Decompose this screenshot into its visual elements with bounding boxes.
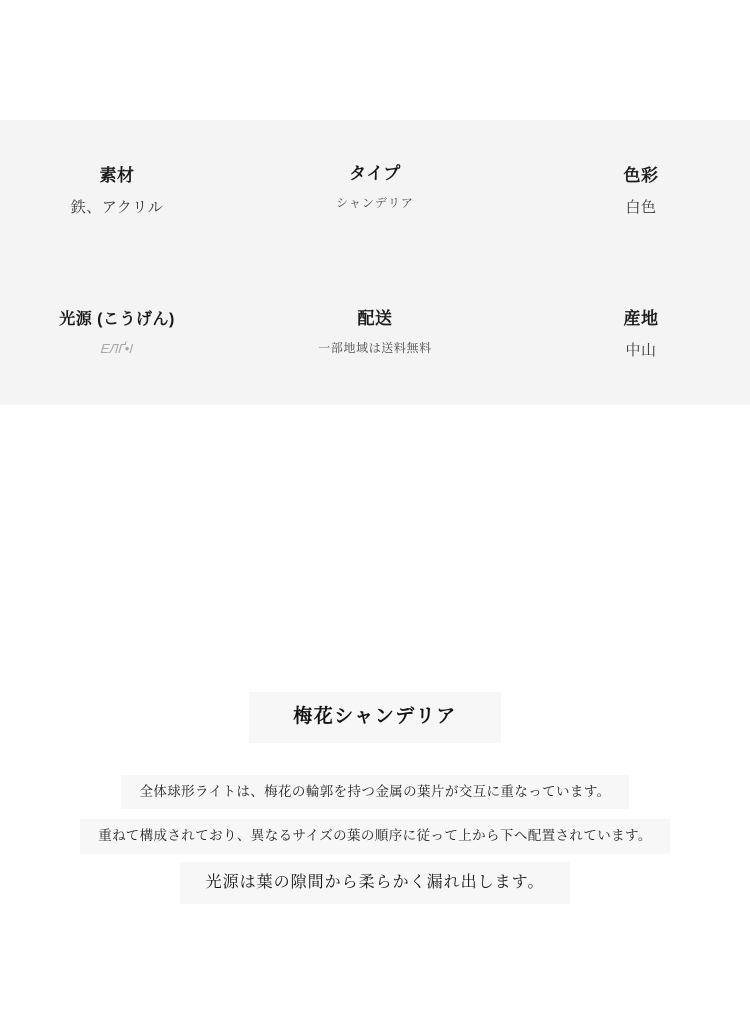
product-description-section (0, 775, 750, 904)
spec-value: ЕЛҐ•Ӏ (100, 341, 134, 357)
spec-value: 中山 (625, 341, 657, 359)
spec-item-material (63, 164, 172, 218)
description-line (0, 775, 750, 809)
page-title: 梅花シャンデリア (293, 706, 457, 727)
spec-item-light-source (51, 309, 183, 359)
spec-value: シャンデリア (336, 196, 414, 211)
description-line-background (180, 862, 571, 904)
spec-item-shipping (310, 307, 439, 357)
product-title-background (249, 692, 501, 743)
description-highlight-line (0, 862, 750, 904)
spec-item-origin (616, 307, 667, 361)
description-line-background (80, 819, 670, 853)
spec-label: 色彩 (623, 166, 659, 186)
spec-value: 一部地域は送料無料 (318, 340, 432, 355)
spec-value: 鉄、アクリル (70, 199, 164, 217)
spec-label: タイプ (349, 164, 401, 184)
spec-value: 白色 (625, 199, 657, 217)
specification-panel (0, 120, 750, 405)
description-line-background (121, 775, 628, 809)
specification-grid (0, 120, 750, 405)
description-text: 全体球形ライトは、梅花の輪郭を持つ金属の葉片が交互に重なっています。 (139, 784, 611, 799)
description-line (0, 819, 750, 853)
description-highlight-text: 光源は葉の隙間から柔らかく漏れ出します。 (205, 873, 545, 891)
spec-item-type (328, 162, 422, 212)
spec-label: 産地 (623, 308, 659, 328)
spec-label: 光源 (こうげん) (59, 310, 175, 328)
spec-label: 素材 (99, 166, 135, 186)
spec-label: 配送 (357, 308, 393, 328)
product-title-section (0, 692, 750, 743)
description-text: 重ねて構成されており、異なるサイズの葉の順序に従って上から下へ配置されています。 (98, 828, 652, 844)
spec-item-color (616, 164, 667, 218)
